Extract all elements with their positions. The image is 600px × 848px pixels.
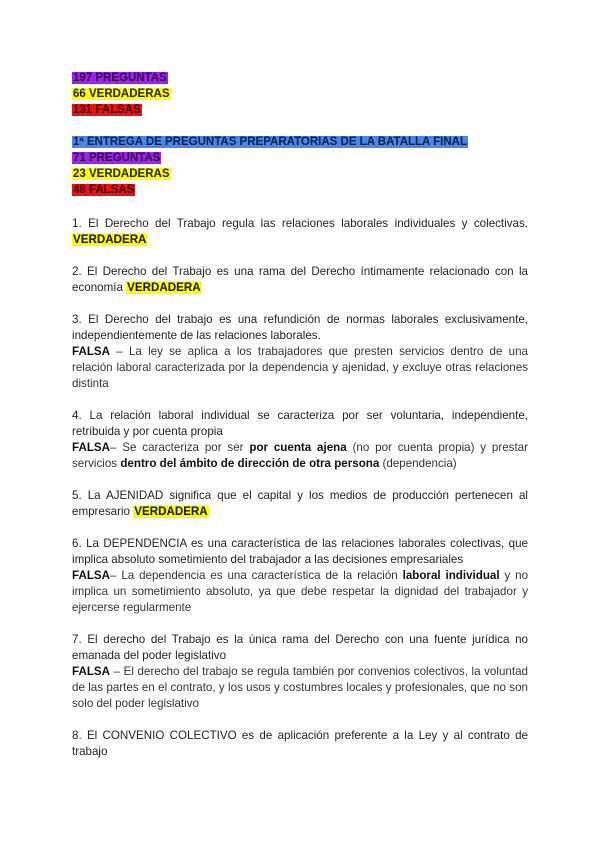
answer-badge: VERDADERA [127, 281, 201, 294]
answer-badge: VERDADERA [134, 505, 208, 518]
summary-false-count: 131 FALSAS [73, 104, 141, 116]
batch-total: 71 PREGUNTAS [73, 152, 161, 164]
summary-total: 197 PREGUNTAS [73, 72, 167, 84]
answer-explanation: FALSA– La dependencia es una característica de la relación laboral individual y no implica un sometimiento absoluto, ya que debe respetar la dignidad del trabajador y ejercerse regularmente [72, 569, 529, 614]
answer-badge: FALSA [72, 569, 111, 582]
summary-true-count: 66 VERDADERAS [73, 88, 170, 100]
question-1: 1. El Derecho del Trabajo regula las relaciones laborales individuales y colectivas. VERDADERA [72, 217, 528, 246]
question-6: 6. La DEPENDENCIA es una característica de las relaciones laborales colectivas, que implica absoluto sometimiento del trabajador a las decisiones empresariales FALSA– La dependencia es una característica de la relación laboral individual y no implica un sometimiento absoluto, ya que debe respetar la dignidad del trabajador y ejercerse regularmente [72, 537, 529, 614]
answer-badge: FALSA [72, 345, 111, 358]
answer-explanation: FALSA – La ley se aplica a los trabajadores que presten servicios dentro de una relación laboral caracterizada por la dependencia y ajenidad, y excluye otras relaciones distinta [72, 345, 528, 390]
question-8: 8. El CONVENIO COLECTIVO es de aplicación preferente a la Ley y al contrato de trabajo [72, 729, 528, 758]
answer-badge: FALSA [72, 665, 111, 678]
answer-badge: VERDADERA [73, 233, 147, 246]
question-2: 2. El Derecho del Trabajo es una rama del Derecho íntimamente relacionado con la economía VERDADERA [72, 265, 528, 294]
answer-explanation: FALSA – El derecho del trabajo se regula también por convenios colectivos, la voluntad de las partes en el contrato, y los usos y costumbres locales y profesionales, que no son solo del poder legislativo [72, 665, 528, 710]
batch-title: 1ª ENTREGA DE PREGUNTAS PREPARATORIAS DE LA BATALLA FINAL [73, 136, 467, 148]
question-4: 4. La relación laboral individual se caracteriza por ser voluntaria, independiente, retribuida y por cuenta propia FALSA– Se caracteriza por ser por cuenta ajena (no por cuenta propia) y prestar servicios dentro del ámbito de dirección de otra persona (dependencia) [72, 409, 528, 470]
batch-false-count: 48 FALSAS [73, 184, 135, 196]
batch-true-count: 23 VERDADERAS [73, 168, 170, 180]
answer-badge: FALSA [72, 441, 111, 454]
answer-explanation: FALSA– Se caracteriza por ser por cuenta ajena (no por cuenta propia) y prestar servicios dentro del ámbito de dirección de otra persona (dependencia) [72, 441, 528, 470]
question-5: 5. La AJENIDAD significa que el capital y los medios de producción pertenecen al empresario VERDADERA [72, 489, 528, 518]
question-3: 3. El Derecho del trabajo es una refundición de normas laborales exclusivamente, independientemente de las relaciones laborales. FALSA – La ley se aplica a los trabajadores que presten servicios dentro de una relación laboral caracterizada por la dependencia y ajenidad, y excluye otras relaciones distinta [72, 313, 528, 390]
question-7: 7. El derecho del Trabajo es la única rama del Derecho con una fuente jurídica no emanada del poder legislativo FALSA – El derecho del trabajo se regula también por convenios colectivos, la voluntad de las partes en el contrato, y los usos y costumbres locales y profesionales, que no son solo del poder legislativo [72, 633, 528, 710]
